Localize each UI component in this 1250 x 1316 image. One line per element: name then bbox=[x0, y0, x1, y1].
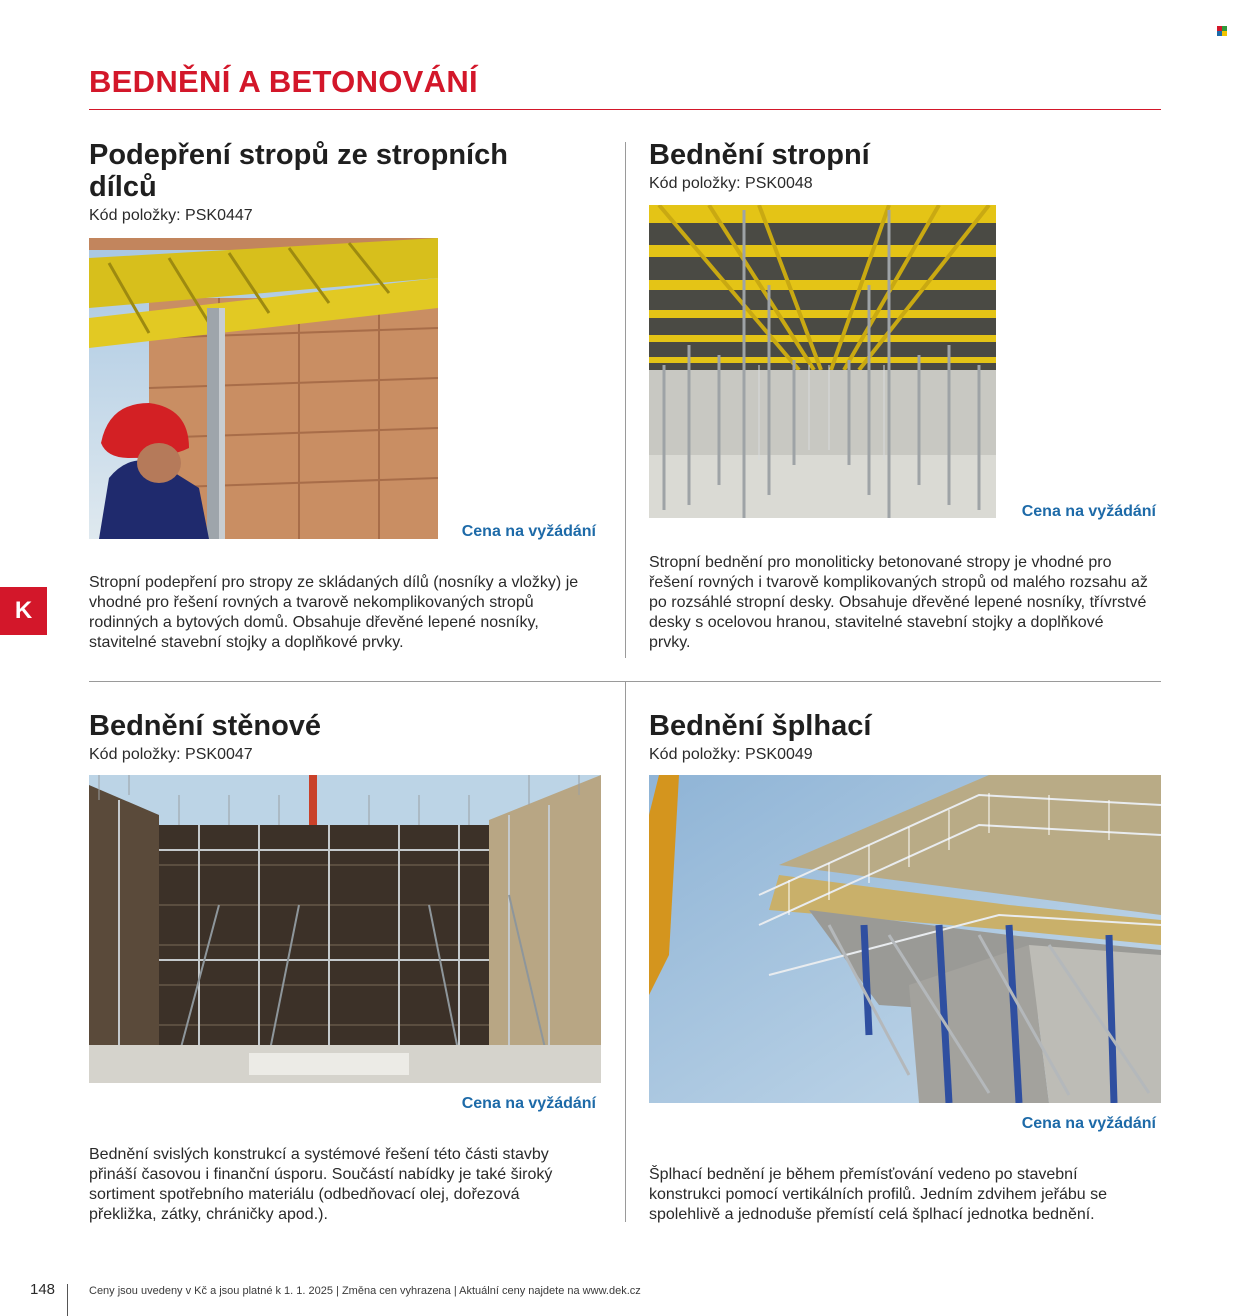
product-description: Šplhací bednění je během přemísťování vedeno po stavební konstrukci pomocí vertikálních profilů. Jedním zdvihem jeřábu se spolehlivě a jednoduše přemístí celá šplhací jednotka bednění. bbox=[649, 1166, 1107, 1223]
product-photo-floor-props bbox=[89, 238, 438, 539]
product-code: Kód položky: PSK0049 bbox=[649, 746, 813, 763]
chapter-tab[interactable]: K bbox=[0, 587, 47, 635]
footer-note: Ceny jsou uvedeny v Kč a jsou platné k 1. 1. 2025 | Změna cen vyhrazena | Aktuální ceny najdete na www.dek.cz bbox=[89, 1285, 641, 1297]
product-description: Stropní bednění pro monoliticky betonované stropy je vhodné pro řešení rovných i tvarově komplikovaných stropů od malého rozsahu až po rozsáhlé stropní desky. Obsahuje dřevěné lepené nosníky, třívrstvé desky s ocelovou hranou, stavitelné stavební stojky a doplňkové prvky. bbox=[649, 554, 1148, 651]
section-title: BEDNĚNÍ A BETONOVÁNÍ bbox=[89, 64, 478, 99]
product-photo-climbing-formwork bbox=[649, 775, 1161, 1103]
product-code: Kód položky: PSK0447 bbox=[89, 207, 253, 224]
product-title: Podepření stropů ze stropních dílců bbox=[89, 139, 508, 203]
title-divider bbox=[89, 109, 1161, 110]
product-title: Bednění stropní bbox=[649, 139, 870, 171]
product-code: Kód položky: PSK0048 bbox=[649, 175, 813, 192]
page-number: 148 bbox=[30, 1281, 56, 1298]
product-title: Bednění šplhací bbox=[649, 710, 872, 742]
column-divider-top bbox=[625, 142, 626, 658]
price-on-request: Cena na vyžádání bbox=[1021, 1115, 1156, 1132]
product-code: Kód položky: PSK0047 bbox=[89, 746, 253, 763]
brand-logo bbox=[1217, 26, 1227, 36]
product-photo-wall-formwork bbox=[89, 775, 601, 1083]
price-on-request: Cena na vyžádání bbox=[1021, 503, 1156, 520]
product-photo-slab-formwork bbox=[649, 205, 996, 518]
price-on-request: Cena na vyžádání bbox=[461, 523, 596, 540]
column-divider-bottom bbox=[625, 682, 626, 1222]
price-on-request: Cena na vyžádání bbox=[461, 1095, 596, 1112]
footer-divider bbox=[67, 1284, 68, 1316]
product-description: Bednění svislých konstrukcí a systémové řešení této části stavby přináší časovou i finanční úsporu. Součástí nabídky je také široký sortiment spotřebního materiálu (odbedňovací olej, dořezová překližka, zátky, chráničky apod.). bbox=[89, 1146, 553, 1223]
product-title: Bednění stěnové bbox=[89, 710, 322, 742]
product-description: Stropní podepření pro stropy ze skládaných dílů (nosníky a vložky) je vhodné pro řešení rovných a tvarově nekomplikovaných stropů rodinných a bytových domů. Obsahuje dřevěné lepené nosníky, stavitelné stavební stojky a doplňkové prvky. bbox=[89, 574, 579, 651]
